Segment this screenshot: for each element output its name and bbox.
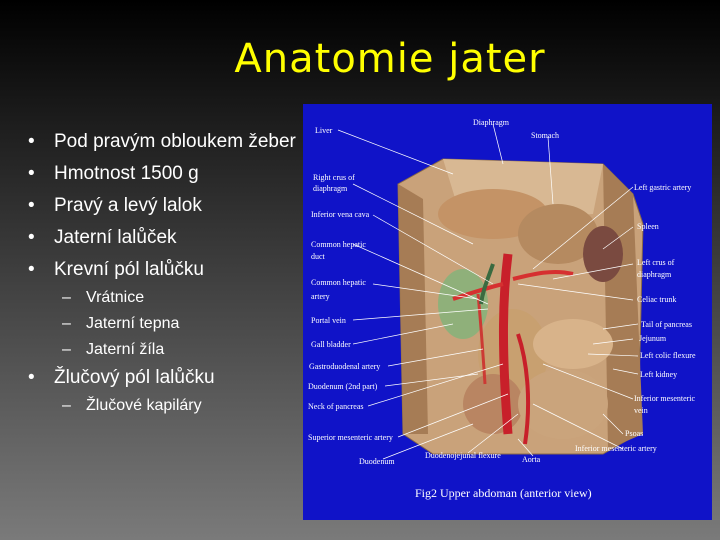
label-stomach: Stomach: [531, 131, 559, 140]
sub-bullet-item: – Jaterní žíla: [62, 341, 165, 358]
label-left-gastric: Left gastric artery: [634, 183, 692, 192]
label-liver: Liver: [315, 126, 333, 135]
label-duodenum-2: Duodenum (2nd part): [308, 382, 378, 391]
label-right-crus-1: Right crus of: [313, 173, 355, 182]
label-left-crus-1: Left crus of: [637, 258, 675, 267]
label-sma: Superior mesenteric artery: [308, 433, 393, 442]
bullet-item: • Pod pravým obloukem žeber: [28, 131, 296, 152]
label-cha-2: artery: [311, 292, 330, 301]
bullet-item: • Pravý a levý lalok: [28, 195, 202, 216]
label-chd-1: Common hepatic: [311, 240, 366, 249]
label-imv-2: vein: [634, 406, 648, 415]
label-spleen: Spleen: [637, 222, 659, 231]
label-celiac: Celiac trunk: [637, 295, 677, 304]
bullet-list: [28, 130, 303, 426]
label-right-crus-2: diaphragm: [313, 184, 348, 193]
label-gallbladder: Gall bladder: [311, 340, 351, 349]
label-imv-1: Inferior mesenteric: [634, 394, 696, 403]
label-left-crus-2: diaphragm: [637, 270, 672, 279]
bullet-item: • Jaterní lalůček: [28, 227, 177, 248]
label-diaphragm: Diaphragm: [473, 118, 509, 127]
label-duodenum: Duodenum: [359, 457, 395, 466]
sub-bullet-item: – Vrátnice: [62, 289, 145, 306]
label-ivc: Inferior vena cava: [311, 210, 370, 219]
label-neck-pancreas: Neck of pancreas: [308, 402, 364, 411]
figure-caption: Fig2 Upper abdoman (anterior view): [415, 486, 592, 500]
label-cha-1: Common hepatic: [311, 278, 366, 287]
anatomy-figure: [303, 104, 712, 520]
bullet-item: • Žlučový pól lalůčku: [28, 367, 215, 388]
slide-title: Anatomie jater: [234, 36, 546, 82]
label-aorta: Aorta: [522, 455, 541, 464]
label-jejunum: Jejunum: [639, 334, 667, 343]
label-gastroduodenal: Gastroduodenal artery: [309, 362, 381, 371]
label-left-kidney: Left kidney: [640, 370, 678, 379]
sub-bullet-item: – Žlučové kapiláry: [62, 397, 202, 414]
label-chd-2: duct: [311, 252, 325, 261]
bullet-item: • Krevní pól lalůčku: [28, 259, 204, 280]
sub-bullet-item: – Jaterní tepna: [62, 315, 180, 332]
label-left-colic: Left colic flexure: [640, 351, 696, 360]
label-portal: Portal vein: [311, 316, 346, 325]
label-ima: Inferior mesenteric artery: [575, 444, 657, 453]
label-dj-flexure: Duodenojejunal flexure: [425, 451, 501, 460]
bullet-item: • Hmotnost 1500 g: [28, 163, 199, 184]
label-psoas: Psoas: [625, 429, 644, 438]
label-tail-pancreas: Tail of pancreas: [641, 320, 692, 329]
